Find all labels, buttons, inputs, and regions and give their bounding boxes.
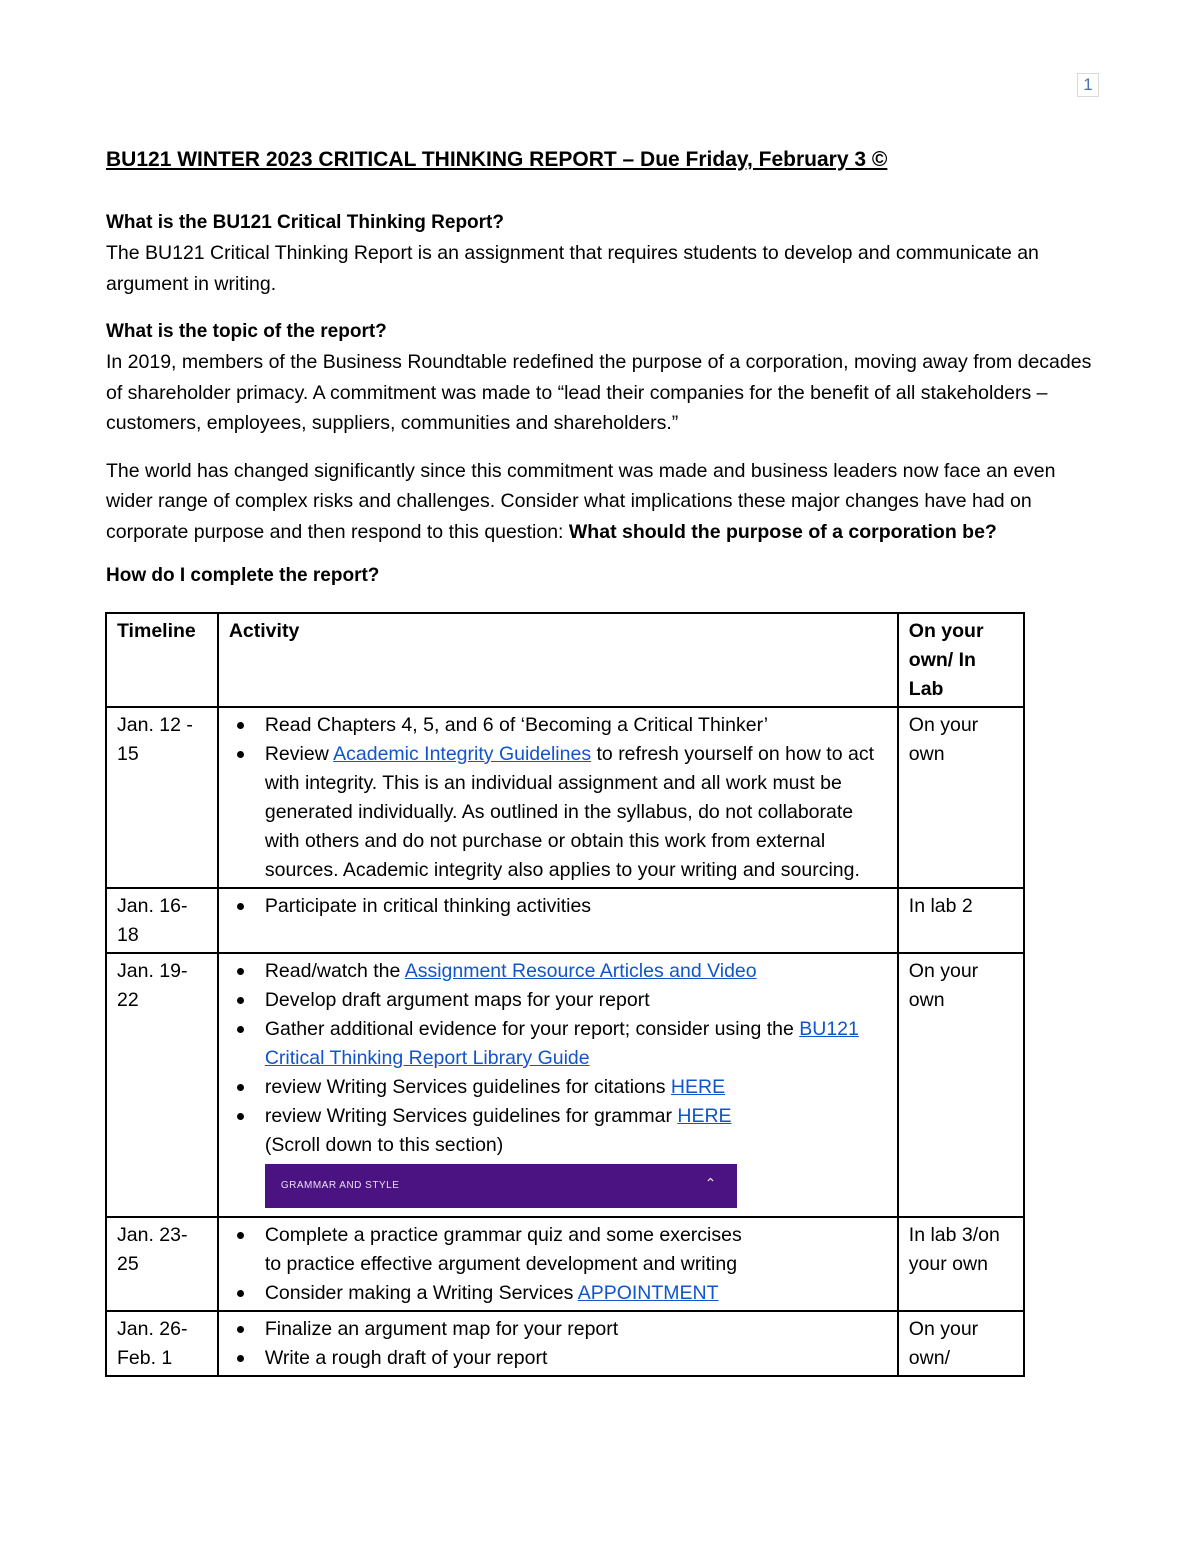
section-heading-how-to-complete: How do I complete the report?	[106, 565, 380, 586]
list-item	[265, 1073, 887, 1102]
list-item	[265, 1015, 887, 1073]
list-item	[265, 740, 887, 885]
activity-cell	[218, 1217, 898, 1311]
section-body-topic-2	[106, 456, 1096, 548]
list-item: Develop draft argument maps for your report	[265, 986, 887, 1015]
table-row	[106, 1217, 1024, 1311]
own-cell: On your own	[898, 953, 1024, 1217]
list-item-note: (Scroll down to this section)	[264, 1134, 504, 1156]
timeline-cell: Jan. 23- 25	[106, 1217, 218, 1311]
table-header-row	[106, 613, 1024, 707]
section-body-what-is-report: The BU121 Critical Thinking Report is an assignment that requires students to develop and communicate an argument in writing.	[106, 242, 1039, 295]
header-timeline: Timeline	[106, 613, 218, 707]
header-own-lab	[898, 613, 1024, 707]
topic-question: What should the purpose of a corporation be?	[568, 520, 997, 543]
own-cell: On your own	[898, 707, 1024, 888]
item-text: Consider making a Writing Services	[264, 1282, 578, 1304]
timeline-cell: Jan. 26- Feb. 1	[106, 1311, 218, 1376]
table-row	[106, 888, 1024, 953]
appointment-link[interactable]: APPOINTMENT	[577, 1282, 719, 1304]
item-text: Read/watch the	[264, 960, 405, 982]
section-heading-topic: What is the topic of the report?	[106, 321, 387, 342]
schedule-table	[105, 612, 1025, 1377]
table-row	[106, 707, 1024, 888]
academic-integrity-link[interactable]: Academic Integrity Guidelines	[333, 743, 592, 765]
own-cell: In lab 3/on your own	[898, 1217, 1024, 1311]
grammar-and-style-banner	[265, 1164, 737, 1208]
list-item: Write a rough draft of your report	[265, 1344, 887, 1373]
list-item-continuation: to practice effective argument development and writing	[264, 1253, 738, 1275]
list-item: Participate in critical thinking activities	[265, 892, 887, 921]
banner-label: GRAMMAR AND STYLE	[280, 1180, 400, 1191]
topic-text: The world has changed significantly since this commitment was made and business leaders now face an even wider range of complex risks and challenges. Consider what implications these major changes have had on corporate purpose and then respond to this question:	[106, 459, 1056, 543]
library-guide-link[interactable]: BU121 Critical Thinking Report Library Guide	[264, 1018, 859, 1069]
section-body-topic-1: In 2019, members of the Business Roundtable redefined the purpose of a corporation, moving away from decades of shareholder primacy. A commitment was made to “lead their companies for the benefit of all stakeholders – customers, employees, suppliers, communities and shareholders.”	[106, 351, 1092, 434]
resource-articles-link[interactable]: Assignment Resource Articles and Video	[404, 960, 757, 982]
header-activity: Activity	[218, 613, 898, 707]
timeline-cell: Jan. 12 - 15	[106, 707, 218, 888]
list-item	[265, 1102, 887, 1131]
document-title: BU121 WINTER 2023 CRITICAL THINKING REPORT – Due Friday, February 3 ©	[106, 148, 888, 171]
section-heading-what-is-report: What is the BU121 Critical Thinking Report?	[106, 212, 504, 233]
list-item: Finalize an argument map for your report	[265, 1315, 887, 1344]
activity-cell	[218, 1311, 898, 1376]
item-text: review Writing Services guidelines for citations	[264, 1076, 671, 1098]
grammar-banner-item	[265, 1164, 887, 1208]
own-cell: In lab 2	[898, 888, 1024, 953]
page-number: 1	[1077, 73, 1099, 97]
list-item	[265, 1279, 887, 1308]
chevron-up-icon: ⌃	[704, 1175, 717, 1191]
citations-here-link[interactable]: HERE	[670, 1076, 726, 1098]
own-cell: On your own/	[898, 1311, 1024, 1376]
document-body	[106, 145, 1096, 591]
grammar-here-link[interactable]: HERE	[677, 1105, 732, 1127]
header-own-lab-text: On your own/ In Lab	[908, 620, 984, 700]
activity-cell	[218, 707, 898, 888]
list-item	[265, 957, 887, 986]
list-item: Complete a practice grammar quiz and some exercises	[265, 1221, 887, 1250]
timeline-cell: Jan. 19- 22	[106, 953, 218, 1217]
list-item: Read Chapters 4, 5, and 6 of ‘Becoming a Critical Thinker’	[265, 711, 887, 740]
item-text: Review	[264, 743, 334, 765]
timeline-cell: Jan. 16- 18	[106, 888, 218, 953]
table-row	[106, 1311, 1024, 1376]
item-text: review Writing Services guidelines for grammar	[264, 1105, 678, 1127]
activity-cell	[218, 888, 898, 953]
item-text: Gather additional evidence for your report; consider using the	[264, 1018, 800, 1040]
item-text: to refresh yourself on how to act with integrity. This is an individual assignment and all work must be generated individually. As outlined in the syllabus, do not collaborate with others and do not purchase or obtain this work from external sources. Academic integrity also applies to your writing and sourcing.	[264, 743, 874, 881]
activity-cell	[218, 953, 898, 1217]
table-row	[106, 953, 1024, 1217]
